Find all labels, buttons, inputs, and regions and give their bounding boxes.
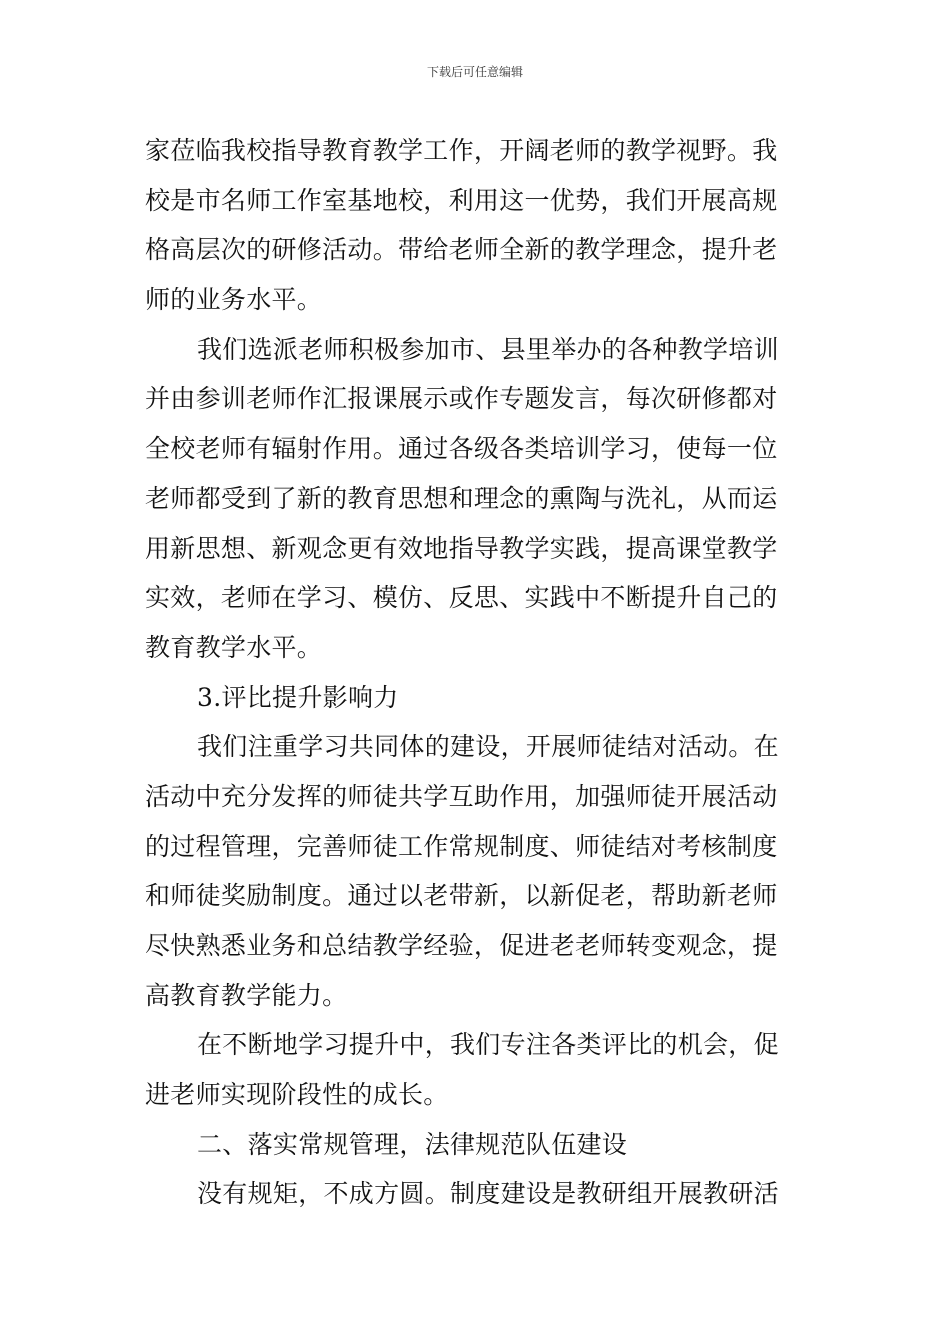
- text-line: 并由参训老师作汇报课展示或作专题发言，每次研修都对: [145, 384, 778, 414]
- text-line: 在不断地学习提升中，我们专注各类评比的机会，促: [197, 1030, 779, 1060]
- text-line: 的过程管理，完善师徒工作常规制度、师徒结对考核制度: [145, 831, 778, 861]
- text-line: 我们注重学习共同体的建设，开展师徒结对活动。在: [197, 732, 779, 762]
- text-line: 和师徒奖励制度。通过以老带新，以新促老，帮助新老师: [145, 881, 778, 911]
- text-line: 进老师实现阶段性的成长。: [145, 1080, 449, 1110]
- text-line: 没有规矩，不成方圆。制度建设是教研组开展教研活: [197, 1179, 779, 1209]
- section-heading: 3.评比提升影响力: [197, 682, 399, 712]
- text-line: 全校老师有辐射作用。通过各级各类培训学习，使每一位: [145, 434, 778, 464]
- section-heading: 二、落实常规管理，法律规范队伍建设: [197, 1129, 628, 1159]
- text-line: 高教育教学能力。: [145, 980, 348, 1010]
- text-line: 老师都受到了新的教育思想和理念的熏陶与洗礼，从而运: [145, 483, 778, 513]
- text-line: 校是市名师工作室基地校，利用这一优势，我们开展高规: [145, 185, 778, 215]
- text-line: 格高层次的研修活动。带给老师全新的教学理念，提升老: [145, 235, 778, 265]
- text-line: 家莅临我校指导教育教学工作，开阔老师的教学视野。我: [145, 136, 778, 165]
- text-line: 活动中充分发挥的师徒共学互助作用，加强师徒开展活动: [145, 781, 778, 811]
- text-line: 师的业务水平。: [145, 285, 323, 315]
- text-line: 实效，老师在学习、模仿、反思、实践中不断提升自己的: [145, 583, 778, 613]
- text-line: 我们选派老师积极参加市、县里举办的各种教学培训: [197, 334, 779, 364]
- page-header: 下载后可任意编辑: [426, 65, 523, 79]
- text-line: 用新思想、新观念更有效地指导教学实践，提高课堂教学: [145, 533, 778, 563]
- text-line: 尽快熟悉业务和总结教学经验，促进老老师转变观念，提: [145, 931, 778, 960]
- text-line: 教育教学水平。: [145, 632, 323, 662]
- document-body: [145, 126, 807, 1219]
